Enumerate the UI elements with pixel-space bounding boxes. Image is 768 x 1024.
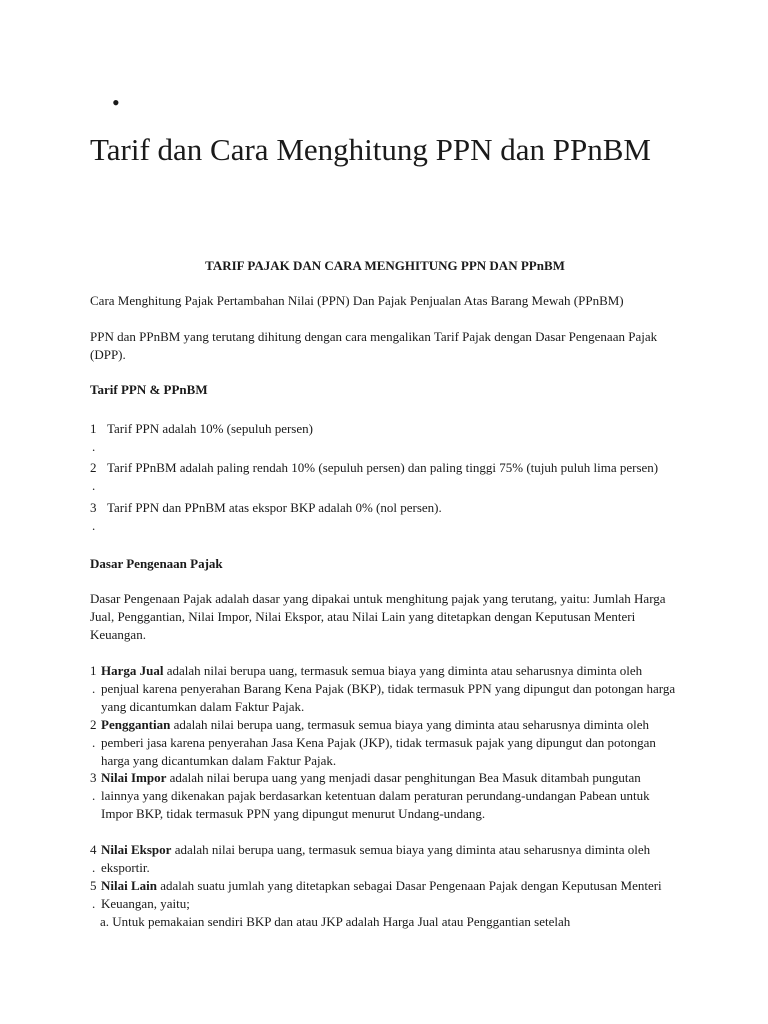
item-description: adalah nilai berupa uang, termasuk semua biaya yang diminta atau seharusnya diminta oleh penjual karena penyerahan Barang Kena Pajak (BKP), tidak termasuk PPN yang dipungut dan potongan harga yang dicantumkan dalam Faktur Pajak. [101,663,676,714]
item-dot: . [92,478,96,493]
item-number: 3 [90,770,97,785]
item-text [101,841,680,877]
item-description: adalah suatu jumlah yang ditetapkan sebagai Dasar Pengenaan Pajak dengan Keputusan Menteri Keuangan, yaitu; [101,878,662,911]
item-text: Tarif PPN adalah 10% (sepuluh persen) [107,421,313,436]
item-dot: . [92,896,96,911]
sub-item-text: a. Untuk pemakaian sendiri BKP dan atau JKP adalah Harga Jual atau Penggantian setelah [100,914,571,929]
item-description: adalah nilai berupa uang, termasuk semua biaya yang diminta atau seharusnya diminta oleh pemberi jasa karena penyerahan Jasa Kena Pajak (JKP), tidak termasuk pajak yang dipungut dan potongan harga yang dicantumkan dalam Faktur Pajak. [101,717,656,768]
dpp-list-item [90,877,680,931]
item-dot: . [92,681,96,696]
item-number: 1 [90,421,97,436]
item-number: 3 [90,500,97,515]
item-dot: . [92,439,96,454]
dpp-list-item [90,662,680,716]
item-dot: . [92,735,96,750]
item-term: Nilai Lain [101,878,157,893]
dpp-intro-paragraph: Dasar Pengenaan Pajak adalah dasar yang dipakai untuk menghitung pajak yang terutang, yaitu: Jumlah Harga Jual, Penggantian, Nilai Impor, Nilai Ekspor, atau Nilai Lain yang ditetapkan dengan Keputusan Menteri Keuangan. [90,591,666,642]
dpp-list-item [90,769,680,823]
dpp-list-item [90,841,680,877]
tarif-list-item [90,459,680,493]
tarif-list-item [90,499,680,533]
list-bullet: • [112,90,120,115]
item-text: Tarif PPN dan PPnBM atas ekspor BKP adalah 0% (nol persen). [107,500,442,515]
item-dot: . [92,518,96,533]
item-term: Harga Jual [101,663,164,678]
item-number: 2 [90,460,97,475]
tarif-list-item [90,420,680,454]
intro-paragraph-2: PPN dan PPnBM yang terutang dihitung dengan cara mengalikan Tarif Pajak dengan Dasar Pengenaan Pajak (DPP). [90,329,658,362]
intro-paragraph-1: Cara Menghitung Pajak Pertambahan Nilai (PPN) Dan Pajak Penjualan Atas Barang Mewah (PPnBM) [90,293,624,308]
item-text [101,769,680,823]
item-number: 2 [90,717,97,732]
item-description: adalah nilai berupa uang yang menjadi dasar penghitungan Bea Masuk ditambah pungutan lainnya yang dikenakan pajak berdasarkan ketentuan dalam peraturan perundang-undangan Pabean untuk Impor BKP, tidak termasuk PPN yang dipungut menurut Undang-undang. [101,770,650,821]
page-title: Tarif dan Cara Menghitung PPN dan PPnBM [90,132,651,167]
item-dot: . [92,788,96,803]
item-text [101,877,680,913]
item-number: 1 [90,663,97,678]
item-number: 5 [90,878,97,893]
item-text: Tarif PPnBM adalah paling rendah 10% (sepuluh persen) dan paling tinggi 75% (tujuh puluh lima persen) [107,460,659,475]
item-text [101,662,680,716]
item-number: 4 [90,842,97,857]
section-subtitle: TARIF PAJAK DAN CARA MENGHITUNG PPN DAN PPnBM [205,258,565,273]
item-term: Penggantian [101,717,171,732]
item-term: Nilai Ekspor [101,842,172,857]
item-term: Nilai Impor [101,770,167,785]
tarif-heading: Tarif PPN & PPnBM [90,382,208,397]
dpp-heading: Dasar Pengenaan Pajak [90,556,223,571]
dpp-list-item [90,716,680,770]
item-description: adalah nilai berupa uang, termasuk semua biaya yang diminta atau seharusnya diminta oleh eksportir. [101,842,651,875]
item-text [101,716,680,770]
item-dot: . [92,860,96,875]
